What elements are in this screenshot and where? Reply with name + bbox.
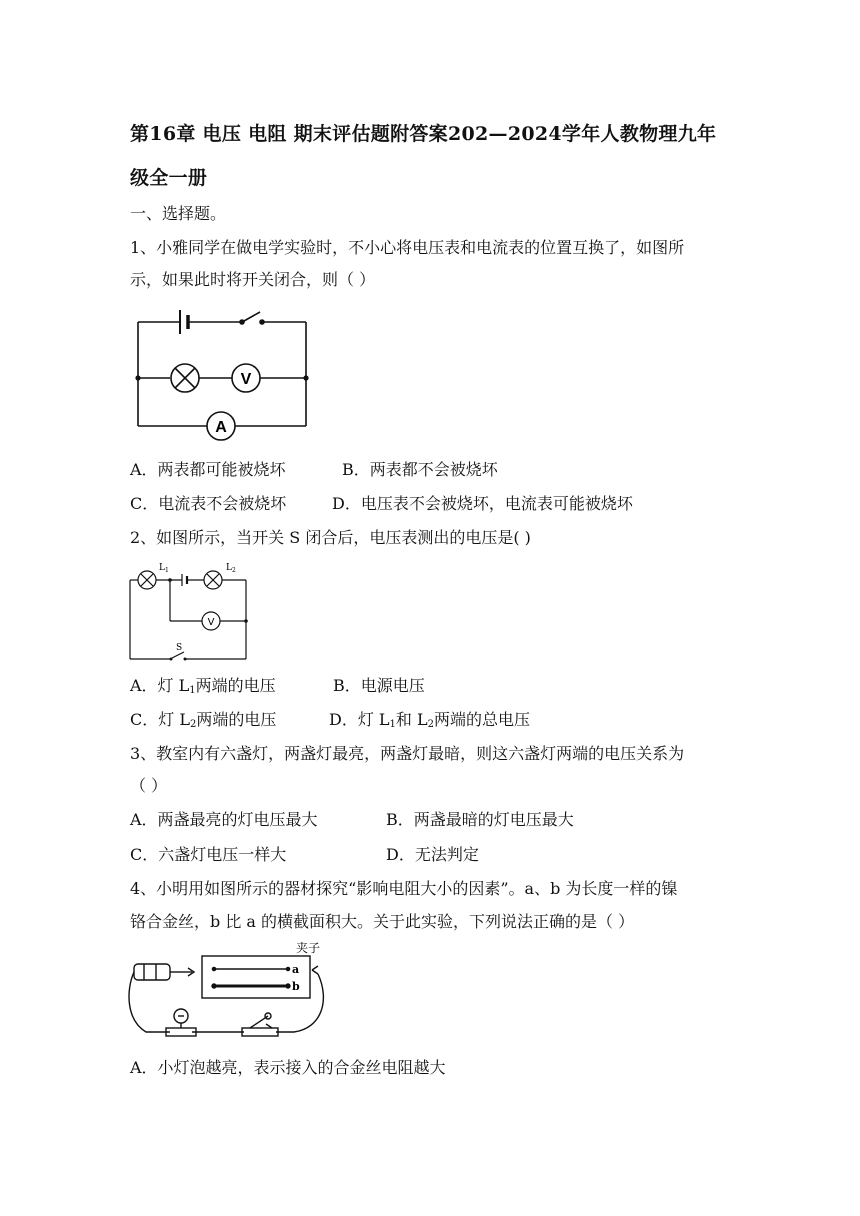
q1-voltmeter-label: V xyxy=(240,371,252,388)
q1-option-a[interactable]: A．两表都可能被烧坏 xyxy=(130,460,286,479)
q2-option-d[interactable]: D．灯 $L_1$和 $L_2$两端的总电压 xyxy=(329,710,531,730)
q3-stem-line-1: 3、教室内有六盏灯，两盏灯最亮，两盏灯最暗，则这六盏灯两端的电压关系为 xyxy=(130,744,685,763)
q2-circuit-diagram xyxy=(126,558,252,664)
q1-option-d[interactable]: D．电压表不会被烧坏，电流表可能被烧坏 xyxy=(332,494,633,513)
q4-apparatus-diagram xyxy=(126,940,326,1046)
q2-label-l1: $L_1$ xyxy=(159,563,169,574)
section-heading: 一、选择题。 xyxy=(130,204,227,223)
q1-stem-line-1: 1、小雅同学在做电学实验时，不小心将电压表和电流表的位置互换了，如图所 xyxy=(130,238,685,257)
title-line-1: 第16章 电压 电阻 期末评估题附答案202—2024学年人教物理九年 xyxy=(130,123,717,145)
q4-stem-line-2: 铬合金丝，b 比 a 的横截面积大。关于此实验，下列说法正确的是（ ） xyxy=(130,912,635,931)
q2-label-l2: $L_2$ xyxy=(226,563,236,574)
q2-switch-label: S xyxy=(176,643,183,653)
q4-clip-label: 夹子 xyxy=(296,941,321,955)
q3-option-a[interactable]: A．两盏最亮的灯电压最大 xyxy=(130,810,318,829)
q4-wire-a-label: a xyxy=(292,963,300,976)
q1-option-b[interactable]: B．两表都不会被烧坏 xyxy=(342,460,498,479)
q2-option-b[interactable]: B．电源电压 xyxy=(333,676,425,695)
document-title xyxy=(130,112,750,200)
q1-circuit-diagram xyxy=(128,302,312,448)
q3-stem-line-2: （ ） xyxy=(130,776,168,795)
q2-option-a[interactable]: A．灯 $L_1$两端的电压 xyxy=(130,676,276,696)
title-line-2: 级全一册 xyxy=(130,167,208,189)
q2-voltmeter-label: V xyxy=(207,617,215,628)
q1-option-c[interactable]: C．电流表不会被烧坏 xyxy=(130,494,287,513)
q4-wire-b-label: b xyxy=(292,980,300,993)
q4-stem-line-1: 4、小明用如图所示的器材探究“影响电阻大小的因素”。a、b 为长度一样的镍 xyxy=(130,879,678,898)
q4-option-a[interactable]: A．小灯泡越亮，表示接入的合金丝电阻越大 xyxy=(130,1058,446,1077)
q3-option-c[interactable]: C．六盏灯电压一样大 xyxy=(130,845,287,864)
q1-stem-line-2: 示，如果此时将开关闭合，则（ ） xyxy=(130,270,376,289)
q3-option-d[interactable]: D．无法判定 xyxy=(386,845,479,864)
q3-option-b[interactable]: B．两盏最暗的灯电压最大 xyxy=(386,810,574,829)
q2-stem: 2、如图所示，当开关 S 闭合后，电压表测出的电压是( ) xyxy=(130,528,531,547)
q2-option-c[interactable]: C．灯 $L_2$两端的电压 xyxy=(130,710,277,730)
q1-ammeter-label: A xyxy=(215,419,227,436)
